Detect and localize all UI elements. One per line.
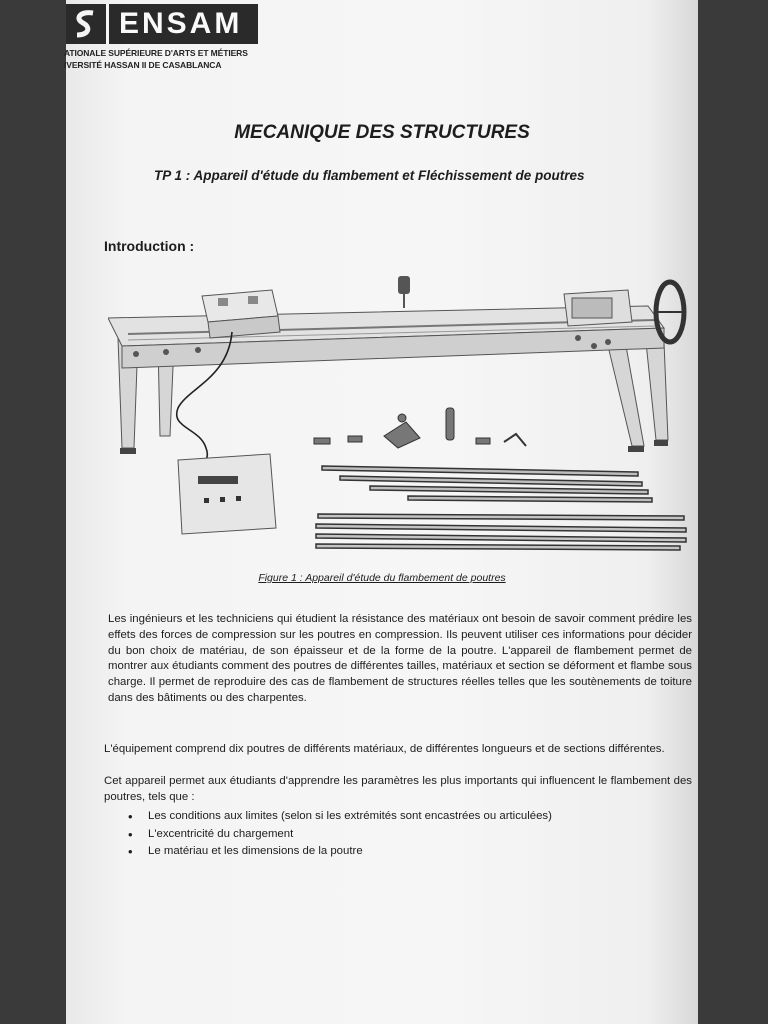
logo-emblem-icon: [66, 4, 109, 44]
list-item: • Les conditions aux limites (selon si les extrémités sont encastrées ou articulées): [128, 808, 552, 826]
logo-text: ENSAM: [119, 7, 243, 40]
page-subtitle: TP 1 : Appareil d'étude du flambement et Fléchissement de poutres: [154, 168, 585, 183]
parameters-list: [128, 808, 552, 861]
paragraph-2: L'équipement comprend dix poutres de différents matériaux, de différentes longueurs et de sections différentes.: [104, 743, 665, 755]
institution-line-1: ATIONALE SUPÉRIEURE D'ARTS ET MÉTIERS: [64, 48, 248, 58]
buckling-apparatus-figure: [108, 268, 694, 558]
figure-caption: Figure 1 : Appareil d'étude du flambement de poutres: [258, 572, 506, 584]
paragraph-3: Cet appareil permet aux étudiants d'apprendre les paramètres les plus importants qui influencent le flambement des poutres, tels que :: [104, 775, 692, 803]
list-item: • Le matériau et les dimensions de la poutre: [128, 843, 552, 861]
ensam-logo: [66, 4, 258, 44]
institution-line-2: IVERSITÉ HASSAN II DE CASABLANCA: [64, 60, 222, 70]
list-item: • L'excentricité du chargement: [128, 826, 552, 844]
page-title: MECANIQUE DES STRUCTURES: [234, 122, 530, 143]
paragraph-1: Les ingénieurs et les techniciens qui étudient la résistance des matériaux ont besoin de savoir comment prédire les effets des forces de compression sur les poutres en compression. Ils peuvent utiliser ces informations pour décider du bon choix de matériau, de son épaisseur et de la forme de la poutre. L'appareil de flambement permet de montrer aux étudiants comment des poutres de différentes tailles, matériaux et section se déforment et flambe sous charge. Il permet de reproduire des cas de flambement de structures réelles telles que les soutènements de toiture dans des bâtiments ou des charpentes.: [108, 613, 692, 704]
section-heading: Introduction :: [104, 238, 195, 254]
